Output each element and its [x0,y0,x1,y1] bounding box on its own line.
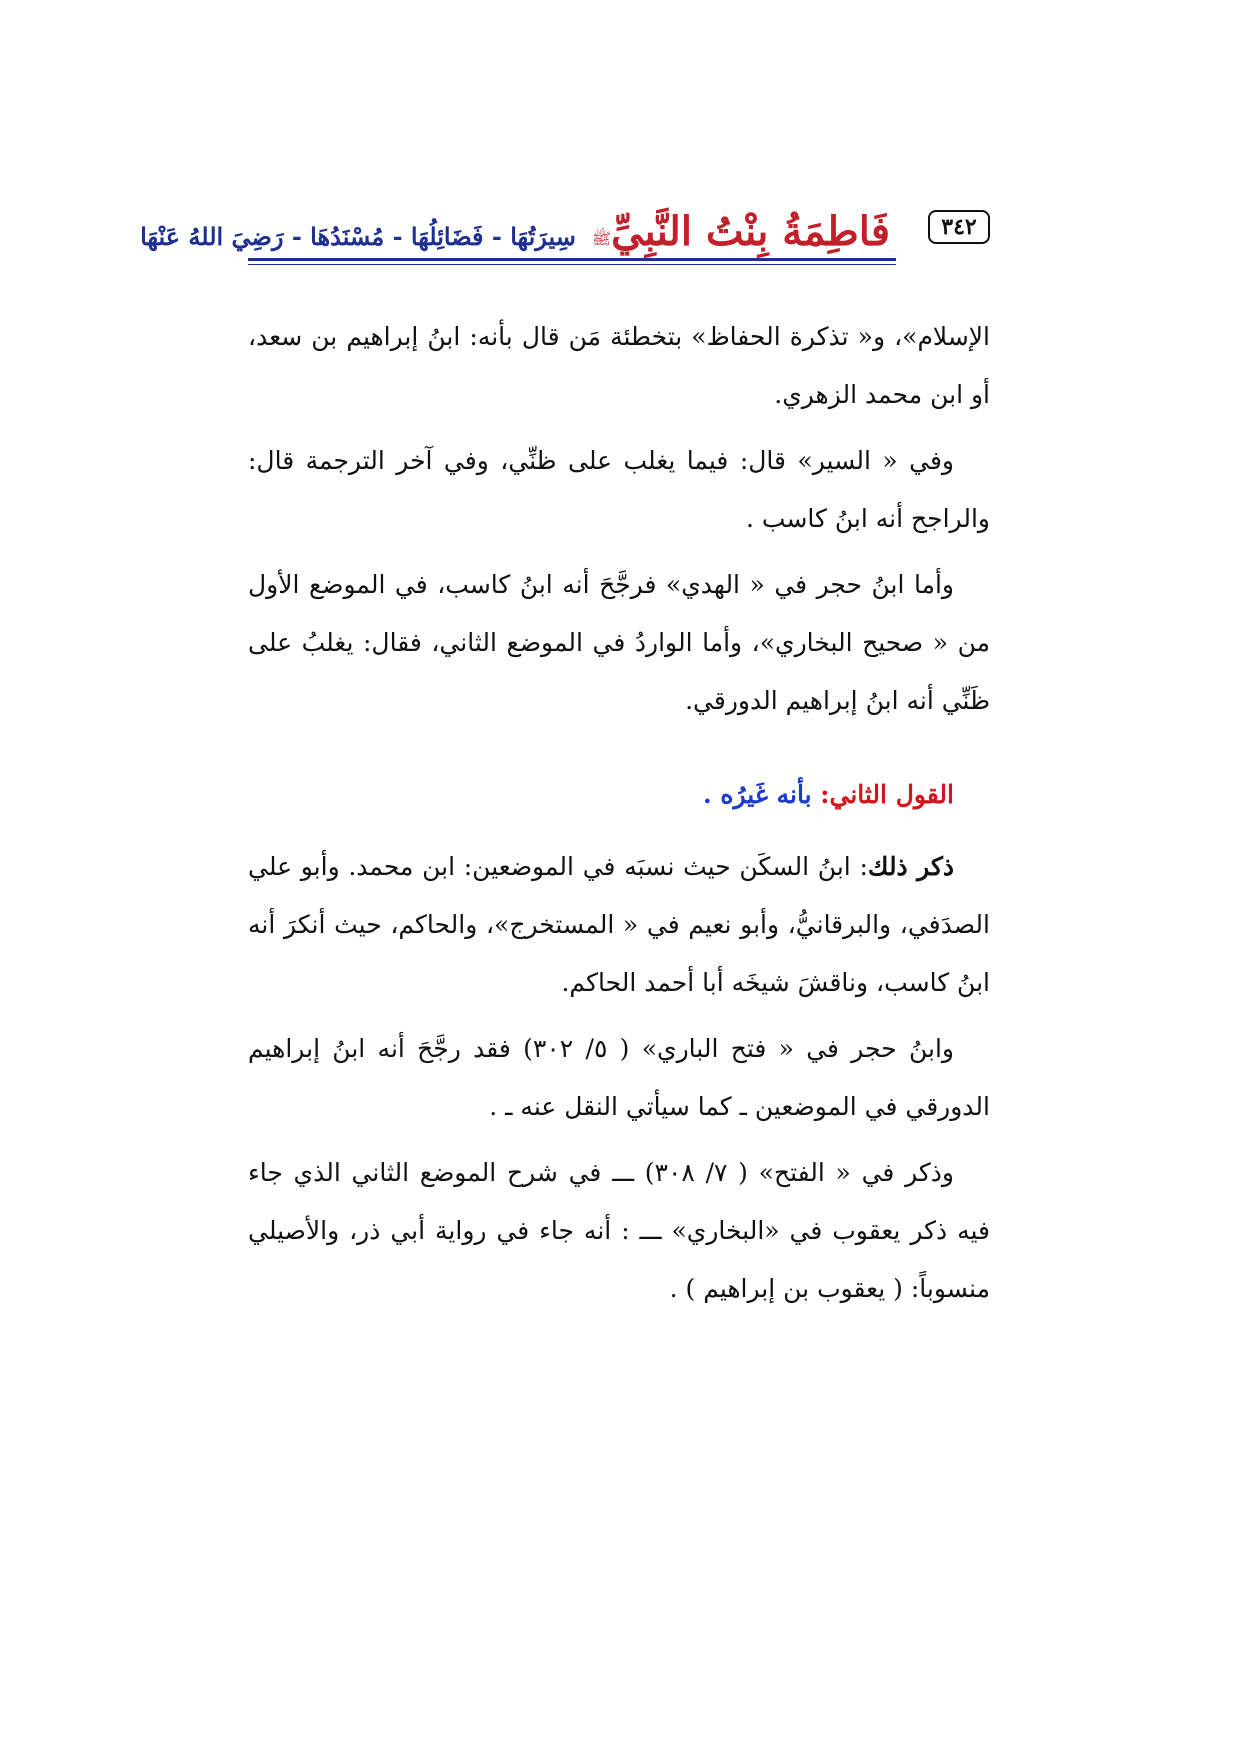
page-body [248,308,990,1326]
paragraph-1: الإسلام»، و« تذكرة الحفاظ» بتخطئة مَن قال بأنه: ابنُ إبراهيم بن سعد، أو ابن محمد الزهري. [248,322,991,409]
header-rule-thick [248,258,896,261]
page-header [140,188,990,280]
header-rule-thin [248,264,896,265]
book-title-honorific: ﷺ [591,229,612,248]
section-heading-text: بأنه غَيرُه . [702,780,812,809]
paragraph-6: وذكر في « الفتح» ( ٧/ ٣٠٨) ـــ في شرح الموضع الثاني الذي جاء فيه ذكر يعقوب في «البخاري» ـــ : أنه جاء في رواية أبي ذر، والأصيلي منسوباً: ( يعقوب بن إبراهيم ) . [248,1158,990,1303]
paragraph-3: وأما ابنُ حجر في « الهدي» فرجَّحَ أنه ابنُ كاسب، في الموضع الأول من « صحيح البخاري»، وأما الواردُ في الموضع الثاني، فقال: يغلبُ على ظَنِّي أنه ابنُ إبراهيم الدورقي. [248,570,990,715]
section-heading-label: القول الثاني: [811,780,954,809]
paragraph-5: وابنُ حجر في « فتح الباري» ( ٥/ ٣٠٢) فقد رجَّحَ أنه ابنُ إبراهيم الدورقي في الموضعين ـ كما سيأتي النقل عنه ـ . [248,1034,990,1121]
paragraph-2: وفي « السير» قال: فيما يغلب على ظنِّي، وفي آخر الترجمة قال: والراجح أنه ابنُ كاسب . [248,446,990,533]
paragraph-4-lead: ذكر ذلك [867,852,954,881]
paragraph-4 [248,838,990,1012]
section-heading [248,766,990,824]
book-title-main: فَاطِمَةُ بِنْتُ النَّبِيِّ [611,208,890,255]
book-title-subtitle: سِيرَتُهَا - فَضَائِلُهَا - مُسْنَدُهَا - رَضِيَ اللهُ عَنْهَا [140,222,576,251]
page-number: ٣٤٢ [928,210,990,244]
paragraph-4-text: : ابنُ السكَن حيث نسبَه في الموضعين: ابن محمد. وأبو علي الصدَفي، والبرقانيُّ، وأبو نعيم في « المستخرج»، والحاكم، حيث أنكرَ أنه ابنُ كاسب، وناقشَ شيخَه أبا أحمد الحاكم. [248,852,990,997]
book-title [140,188,890,255]
